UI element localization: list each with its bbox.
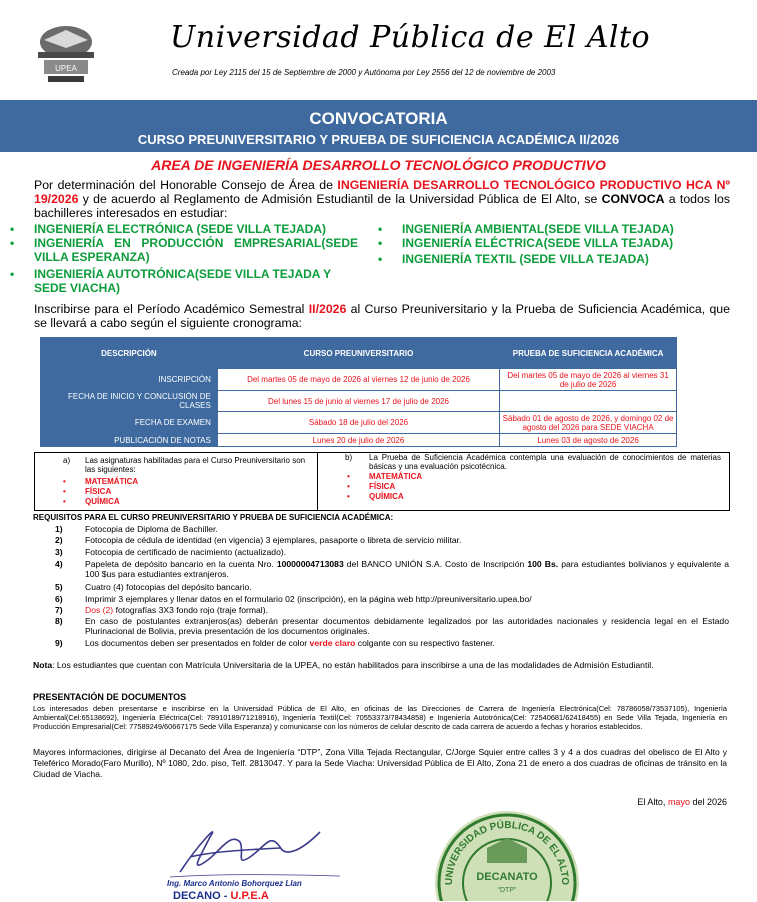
signer-name: Ing. Marco Antonio Bohorquez Llan xyxy=(167,879,302,888)
table-row xyxy=(41,391,677,412)
subjects-b-marker: b) xyxy=(345,453,353,462)
career-item: • INGENIERÍA ELECTRÓNICA (SEDE VILLA TEJADA) xyxy=(34,222,354,236)
req-text: Fotocopia de cédula de identidad (en vigencia) 3 ejemplares, pasaporte o libreta de servicio militar. xyxy=(85,535,462,545)
career-item: • INGENIERÍA ELÉCTRICA(SEDE VILLA TEJADA) xyxy=(402,236,732,250)
req-text: Imprimir 3 ejemplares y llenar datos en el formulario 02 (inscripción), en la página web http://preuniversitario.upea.bo/ xyxy=(85,594,532,604)
req-text: Los documentos deben ser presentados en folder de color verde claro colgante con su respectivo fastener. xyxy=(85,638,495,648)
university-logo xyxy=(30,22,102,88)
logo-text: UPEA xyxy=(55,64,77,73)
presentation-text: Los interesados deben presentarse e inscribirse en la Universidad Pública de El Alto, en oficinas de las Direcciones de Carrera de Ingeniería Electrónica(Cel: 78786058/73537105), Ingeniería Ambiental(Cel:65138692), Ingeniería Eléctrica(Cel: 78910189/71218916), Ingeniería Textil(Cel: 70553373/78434858) e Ingeniería Autotrónica(Cel: 72540681/62418455) en Sede Villa Tejada, Ingeniería en Producción Empresarial(Cel: 77589249/60667175 Sede Villa Esperanza) y comunicarse con los números de celular descrito de cada carrera de acuerdo a fechas y horarios establecidos. xyxy=(33,704,727,731)
intro-paragraph xyxy=(34,178,730,220)
header-curso: CURSO PREUNIVERSITARIO xyxy=(217,338,499,369)
note-label: Nota xyxy=(33,660,53,670)
req-number: 2) xyxy=(55,535,63,545)
row-curso: Del martes 05 de mayo de 2026 al viernes 12 de junio de 2026 xyxy=(217,369,499,391)
presentation-title: PRESENTACIÓN DE DOCUMENTOS xyxy=(33,692,187,702)
subject-item: • FÍSICA xyxy=(369,482,395,491)
req-number: 4) xyxy=(55,559,63,569)
row-curso: Sábado 18 de julio del 2026 xyxy=(217,412,499,434)
intro-hca: INGENIERÍA DESARROLLO TECNOLÓGICO PRODUCTIVO HCA Nº 19/2026 xyxy=(34,178,730,206)
seal-bottom-text: “DTP” xyxy=(497,887,517,894)
row-prueba: Lunes 03 de agosto de 2026 xyxy=(500,434,677,447)
area-title: AREA DE INGENIERÍA DESARROLLO TECNOLÓGICO PRODUCTIVO xyxy=(151,157,606,173)
table-row xyxy=(41,369,677,391)
subjects-b-text: La Prueba de Suficiencia Académica contempla una evaluación de conocimientos de materias básicas y una evaluación psicotécnica. xyxy=(369,453,721,471)
row-label: INSCRIPCIÓN xyxy=(41,369,218,391)
req-text: Dos (2) fotografías 3X3 fondo rojo (traje formal). xyxy=(85,605,268,615)
intro-text-3: a todos los bachilleres interesados en estudiar: xyxy=(34,192,730,220)
schedule-intro xyxy=(34,302,730,330)
subjects-box xyxy=(34,452,730,511)
row-label: PUBLICACIÓN DE NOTAS xyxy=(41,434,218,447)
career-item: • INGENIERÍA EN PRODUCCIÓN EMPRESARIAL(SEDE VILLA ESPERANZA) xyxy=(34,236,358,264)
row-label: FECHA DE EXAMEN xyxy=(41,412,218,434)
intro-convoca: CONVOCA xyxy=(601,192,665,206)
banner-title: CONVOCATORIA xyxy=(309,109,448,128)
subjects-a-text: Las asignaturas habilitadas para el Curso Preuniversitario son las siguientes: xyxy=(85,456,306,474)
seal-ring-text: UNIVERSIDAD PÚBLICA DE EL ALTO xyxy=(443,819,571,886)
header-prueba: PRUEBA DE SUFICIENCIA ACADÉMICA xyxy=(500,338,677,369)
row-prueba: Sábado 01 de agosto de 2026, y domingo 02 de agosto del 2026 para SEDE VIACHA xyxy=(500,412,677,434)
subject-item: • MATEMÁTICA xyxy=(369,472,422,481)
row-curso: Del lunes 15 de junio al viernes 17 de julio de 2026 xyxy=(217,391,499,412)
schedule-intro-text: al Curso Preuniversitario y la Prueba de Suficiencia Académica, que se llevará a cabo según el siguiente cronograma: xyxy=(34,302,730,330)
req-text: Papeleta de depósito bancario en la cuenta Nro. 10000004713083 del BANCO UNIÓN S.A. Costo de Inscripción 100 Bs. para estudiantes bolivianos y equivalente a 100 $us para estudiantes extranjeros. xyxy=(85,559,729,579)
career-item: • INGENIERÍA AMBIENTAL(SEDE VILLA TEJADA) xyxy=(402,222,732,236)
subject-item: • MATEMÁTICA xyxy=(85,477,138,486)
req-text: Fotocopia de Diploma de Bachiller. xyxy=(85,524,218,534)
note xyxy=(33,660,727,671)
row-prueba xyxy=(500,391,677,412)
schedule-intro-text: Inscribirse para el Período Académico Semestral xyxy=(34,302,309,316)
intro-text-2: y de acuerdo al Reglamento de Admisión Estudiantil de la Universidad Pública de El Alto, se xyxy=(78,192,602,206)
req-text: Cuatro (4) fotocopias del depósito bancario. xyxy=(85,582,252,592)
divider xyxy=(317,453,318,510)
signer-role: DECANO - U.P.E.A xyxy=(173,890,269,902)
period: II/2026 xyxy=(308,302,347,316)
more-info: Mayores informaciones, dirigirse al Decanato del Área de Ingeniería “DTP”, Zona Villa Tejada Rectangular, C/Jorge Squier entre calles 3 y 4 a dos cuadras del obelisco de El Alto y Teleférico Morado(Faro Murillo), Nº 1080, 2do. piso, Telf. 2813047. Y para la Sede Viacha: Universidad Pública de El Alto, Zona 21 de enero a dos cuadras de oficinas de tránsito en la Ciudad de Viacha. xyxy=(33,747,727,779)
subject-item: • FÍSICA xyxy=(85,487,111,496)
header-description: DESCRIPCIÓN xyxy=(41,338,218,369)
req-number: 5) xyxy=(55,582,63,592)
university-name: Universidad Pública de El Alto xyxy=(170,20,651,55)
req-number: 8) xyxy=(55,616,63,626)
signature-image xyxy=(150,812,350,882)
requirements-title: REQUISITOS PARA EL CURSO PREUNIVERSITARIO Y PRUEBA DE SUFICIENCIA ACADÉMICA: xyxy=(33,513,394,522)
table-row xyxy=(41,434,677,447)
req-text: Fotocopia de certificado de nacimiento (actualizado). xyxy=(85,547,287,557)
seal-center-text: DECANATO xyxy=(476,871,538,883)
req-number: 1) xyxy=(55,524,63,534)
req-number: 9) xyxy=(55,638,63,648)
row-label: FECHA DE INICIO Y CONCLUSIÓN DE CLASES xyxy=(41,391,218,412)
table-row xyxy=(41,412,677,434)
intro-text-1: Por determinación del Honorable Consejo de Área de xyxy=(34,178,338,192)
note-text: : Los estudiantes que cuentan con Matrícula Universitaria de la UPEA, no están habilitados para inscribirse a una de las modalidades de Admisión Estudiantil. xyxy=(52,660,654,670)
req-number: 7) xyxy=(55,605,63,615)
req-text: En caso de postulantes extranjeros(as) deberán presentar documentos debidamente legalizados por las autoridades nacionales y residencia legal en el Estado Plurinacional de Bolivia, previa presentación de los documentos originales. xyxy=(85,616,729,636)
row-curso: Lunes 20 de julio de 2026 xyxy=(217,434,499,447)
career-item: • INGENIERÍA AUTOTRÓNICA(SEDE VILLA TEJADA Y SEDE VIACHA) xyxy=(34,267,358,295)
university-subtitle: Creada por Ley 2115 del 15 de Septiembre de 2000 y Autónoma por Ley 2556 del 12 de noviembre de 2003 xyxy=(172,68,556,77)
subjects-a-marker: a) xyxy=(63,456,71,465)
subject-item: • QUÍMICA xyxy=(85,497,120,506)
req-number: 6) xyxy=(55,594,63,604)
schedule-table xyxy=(40,337,677,447)
row-prueba: Del martes 05 de mayo de 2026 al viernes 31 de julio de 2026 xyxy=(500,369,677,391)
issue-date: El Alto, mayo del 2026 xyxy=(637,797,727,807)
career-item: • INGENIERÍA TEXTIL (SEDE VILLA TEJADA) xyxy=(402,252,732,266)
title-banner xyxy=(0,100,757,152)
decanato-seal xyxy=(432,808,582,901)
subject-item: • QUÍMICA xyxy=(369,492,404,501)
banner-subtitle: CURSO PREUNIVERSITARIO Y PRUEBA DE SUFICIENCIA ACADÉMICA II/2026 xyxy=(137,132,620,147)
req-number: 3) xyxy=(55,547,63,557)
